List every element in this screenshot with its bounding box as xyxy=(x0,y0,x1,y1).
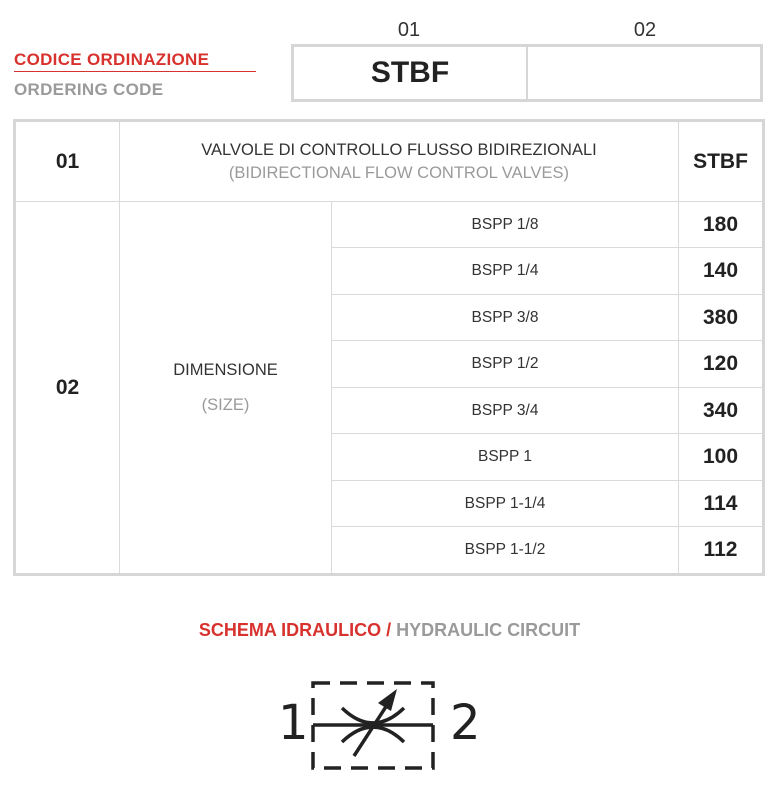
size-code: 100 xyxy=(702,445,739,468)
dimension-label-it: DIMENSIONE xyxy=(173,360,278,379)
dimension-label-en: (SIZE) xyxy=(201,395,250,414)
size-code: 112 xyxy=(703,538,738,561)
ordering-table xyxy=(13,119,765,576)
size-label: BSPP 3/8 xyxy=(471,308,539,326)
size-label: BSPP 1/8 xyxy=(471,215,539,233)
restriction-upper xyxy=(342,708,404,723)
row1-number: 01 xyxy=(55,149,80,173)
ordering-code-title-en: ORDERING CODE xyxy=(14,80,164,99)
row1-description-en: (BIDIRECTIONAL FLOW CONTROL VALVES) xyxy=(228,163,570,182)
size-code: 340 xyxy=(702,398,739,422)
size-label: BSPP 1/2 xyxy=(471,355,539,372)
row1-number-cell xyxy=(16,122,119,201)
hydraulic-circuit-title xyxy=(0,620,779,641)
row1-code-cell xyxy=(679,122,762,201)
size-label: BSPP 1-1/2 xyxy=(464,541,546,558)
size-code: 180 xyxy=(702,212,739,236)
row2-dimension-cell xyxy=(120,202,331,573)
circuit-title-en: HYDRAULIC CIRCUIT xyxy=(396,620,581,640)
size-code: 140 xyxy=(702,259,739,282)
title-underline xyxy=(14,71,256,72)
code-col1-value: STBF xyxy=(370,56,450,89)
ordering-code-title-it: CODICE ORDINAZIONE xyxy=(14,50,210,69)
ordering-code-box xyxy=(291,44,763,102)
adjust-arrow-head xyxy=(378,689,397,711)
circuit-title-it: SCHEMA IDRAULICO / xyxy=(198,620,392,640)
size-label: BSPP 1/4 xyxy=(471,262,539,279)
code-col2-label: 02 xyxy=(633,19,657,41)
port-2-label: 2 xyxy=(450,695,481,751)
row2-number-cell xyxy=(16,202,119,573)
size-label: BSPP 1 xyxy=(477,448,532,465)
row2-number: 02 xyxy=(55,375,80,399)
row1-description-cell xyxy=(120,122,678,201)
size-code: 380 xyxy=(702,305,739,329)
size-label: BSPP 1-1/4 xyxy=(464,494,546,512)
row1-code: STBF xyxy=(693,149,748,173)
code-col2-value xyxy=(526,47,760,99)
size-code: 120 xyxy=(702,352,739,375)
size-label: BSPP 3/4 xyxy=(471,401,539,419)
size-code: 114 xyxy=(703,491,738,515)
row1-description-it: VALVOLE DI CONTROLLO FLUSSO BIDIREZIONALI xyxy=(201,140,597,159)
port-1-label: 1 xyxy=(278,695,309,751)
code-col1-label: 01 xyxy=(397,19,421,41)
